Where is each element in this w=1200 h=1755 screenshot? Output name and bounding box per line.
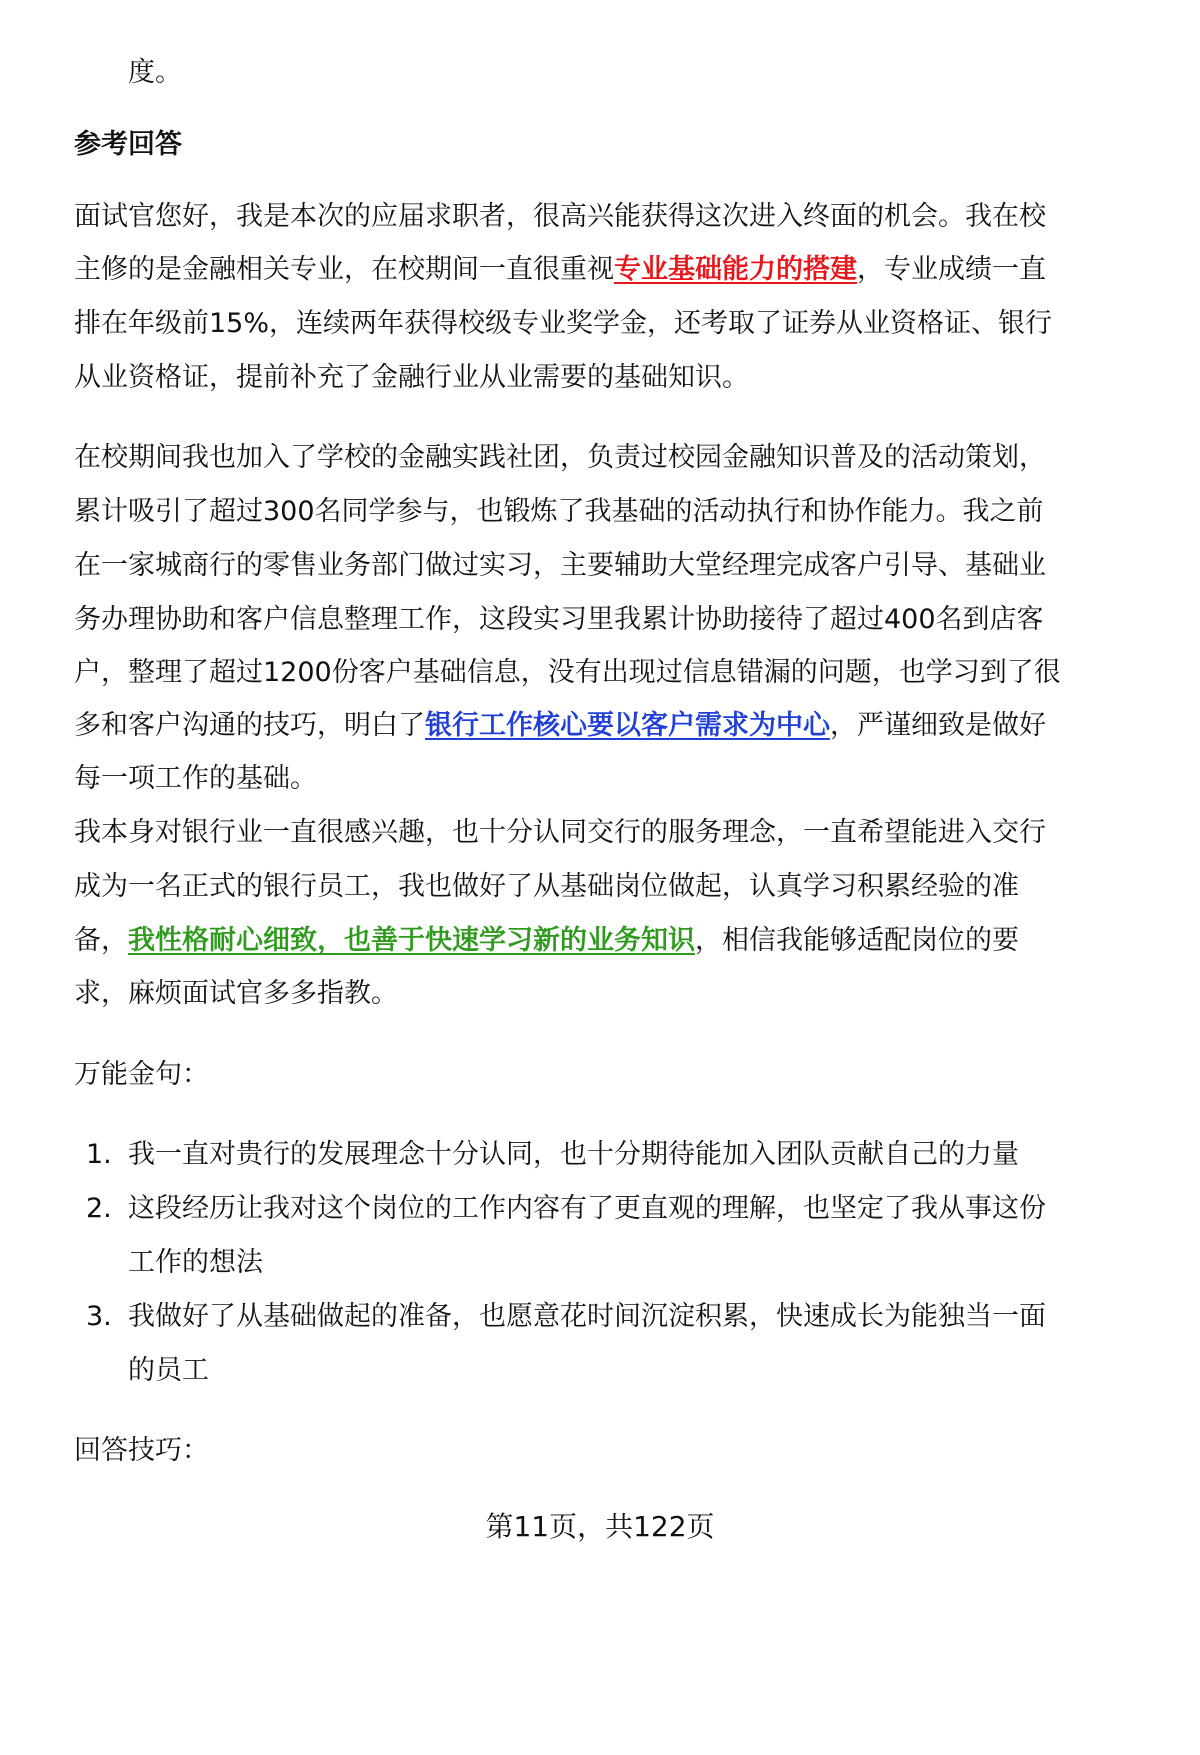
- paragraph-line: 成为一名正式的银行员工，我也做好了从基础岗位做起，认真学习积累经验的准: [74, 871, 1019, 902]
- page-footer: 第11页，共122页: [485, 1510, 715, 1543]
- highlight-red: 专业基础能力的搭建: [614, 254, 857, 285]
- answer-tips-title: 回答技巧：: [74, 1435, 209, 1466]
- text-span: 多和客户沟通的技巧，明白了: [74, 710, 425, 741]
- paragraph-line: [74, 252, 1046, 288]
- list-text: 我做好了从基础做起的准备，也愿意花时间沉淀积累，快速成长为能独当一面: [128, 1301, 1046, 1332]
- paragraph-line: 在校期间我也加入了学校的金融实践社团，负责过校园金融知识普及的活动策划，: [74, 442, 1046, 473]
- text-span: ，严谨细致是做好: [830, 710, 1046, 741]
- list-number: 1.: [86, 1139, 112, 1170]
- paragraph-line: [74, 923, 1019, 959]
- list-text: 这段经历让我对这个岗位的工作内容有了更直观的理解，也坚定了我从事这份: [128, 1193, 1046, 1224]
- continuation-text: 度。: [128, 57, 182, 88]
- paragraph-line: 每一项工作的基础。: [74, 763, 317, 794]
- golden-sentences-title: 万能金句：: [74, 1059, 209, 1090]
- list-text: 的员工: [128, 1355, 209, 1386]
- paragraph-line: 在一家城商行的零售业务部门做过实习，主要辅助大堂经理完成客户引导、基础业: [74, 550, 1046, 581]
- paragraph-line: 户，整理了超过1200份客户基础信息，没有出现过信息错漏的问题，也学习到了很: [74, 657, 1061, 688]
- list-number: 2.: [86, 1193, 112, 1224]
- paragraph-line: 我本身对银行业一直很感兴趣，也十分认同交行的服务理念，一直希望能进入交行: [74, 817, 1046, 848]
- highlight-blue: 银行工作核心要以客户需求为中心: [425, 710, 830, 741]
- paragraph-line: 排在年级前15%，连续两年获得校级专业奖学金，还考取了证券从业资格证、银行: [74, 308, 1053, 339]
- paragraph-line: [74, 708, 1046, 744]
- paragraph-line: 从业资格证，提前补充了金融行业从业需要的基础知识。: [74, 362, 749, 393]
- text-span: 主修的是金融相关专业，在校期间一直很重视: [74, 254, 614, 285]
- list-text: 我一直对贵行的发展理念十分认同，也十分期待能加入团队贡献自己的力量: [128, 1139, 1019, 1170]
- paragraph-line: 务办理协助和客户信息整理工作，这段实习里我累计协助接待了超过400名到店客: [74, 604, 1044, 635]
- list-number: 3.: [86, 1301, 112, 1332]
- text-span: ，相信我能够适配岗位的要: [695, 925, 1019, 956]
- list-text: 工作的想法: [128, 1247, 263, 1278]
- paragraph-line: 累计吸引了超过300名同学参与，也锻炼了我基础的活动执行和协作能力。我之前: [74, 496, 1044, 527]
- text-span: 备，: [74, 925, 128, 956]
- paragraph-line: 求，麻烦面试官多多指教。: [74, 978, 398, 1009]
- section-heading: 参考回答: [74, 129, 182, 160]
- highlight-green: 我性格耐心细致，也善于快速学习新的业务知识: [128, 925, 695, 956]
- paragraph-line: 面试官您好，我是本次的应届求职者，很高兴能获得这次进入终面的机会。我在校: [74, 201, 1046, 232]
- text-span: ，专业成绩一直: [857, 254, 1046, 285]
